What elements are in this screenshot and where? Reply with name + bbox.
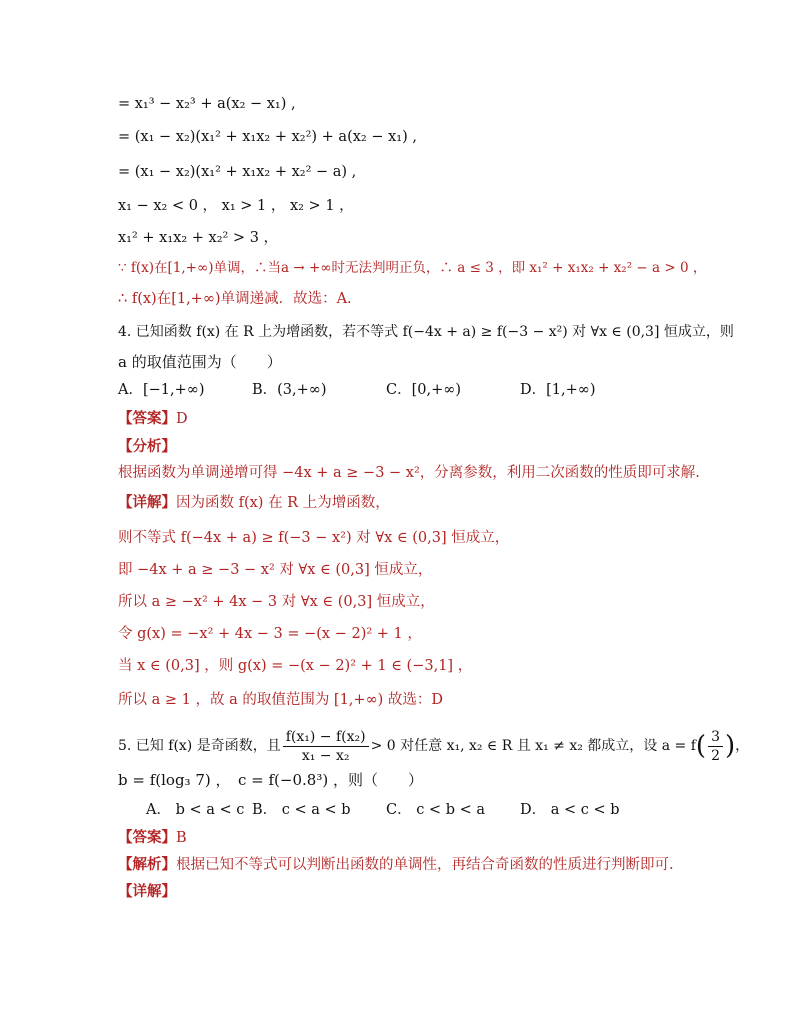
detail-text: 因为函数 f(x) 在 R 上为增函数， (176, 495, 390, 511)
option-a: A． b < a < c (146, 802, 245, 818)
solution-line: x₁ − x₂ < 0 ， x₁ > 1 ， x₂ > 1 ， (118, 198, 354, 214)
detail-line: 即 −4x + a ≥ −3 − x² 对 ∀x ∈ (0,3] 恒成立， (118, 562, 433, 578)
answer-value: B (176, 830, 187, 846)
q5-stem-end: ， (735, 738, 750, 754)
detail-line: 令 g(x) = −x² + 4x − 3 = −(x − 2)² + 1 ， (118, 626, 422, 642)
option-d: D．[1,+∞) (520, 382, 596, 398)
solution-line: ∵ f(x)在[1,+∞)单调，∴当a → +∞时无法判明正负，∴ a ≤ 3 ，即 x₁² + x₁x₂ + x₂² − a > 0 ， (118, 260, 707, 276)
detail-line: 所以 a ≥ 1 ，故 a 的取值范围为 [1,+∞) 故选：D (118, 692, 444, 708)
analysis-text: 根据已知不等式可以判断出函数的单调性，再结合奇函数的性质进行判断即可. (176, 857, 674, 873)
answer-tag: 【答案】 (118, 410, 176, 427)
q5-stem-mid: > 0 对任意 x₁, x₂ ∈ R 且 x₁ ≠ x₂ 都成立，设 a = f (370, 738, 696, 754)
q5-a-fraction (708, 728, 723, 765)
analysis-tag: 【分析】 (118, 438, 176, 455)
analysis-tag: 【解析】 (118, 856, 176, 873)
detail-tag-line (118, 882, 176, 902)
solution-line: = (x₁ − x₂)(x₁² + x₁x₂ + x₂² − a) , (118, 164, 357, 180)
solution-line: = (x₁ − x₂)(x₁² + x₁x₂ + x₂²) + a(x₂ − x₁) , (118, 129, 417, 145)
option-c: C． c < b < a (386, 802, 485, 818)
question-4-stem: 4. 已知函数 f(x) 在 R 上为增函数，若不等式 f(−4x + a) ≥ f(−3 − x²) 对 ∀x ∈ (0,3] 恒成立，则 (118, 324, 734, 340)
option-d: D． a < c < b (520, 802, 620, 818)
q5-fraction-num: f(x₁) − f(x₂) (283, 728, 369, 747)
question-4-stem-cont: a 的取值范围为（ ） (118, 353, 282, 371)
q5-fraction (283, 728, 369, 765)
detail-tag: 【详解】 (118, 494, 176, 511)
analysis-line (118, 855, 674, 875)
option-b: B． c < a < b (252, 802, 351, 818)
question-5-stem-cont: b = f(log₃ 7) ， c = f(−0.8³) ，则（ ） (118, 771, 423, 789)
detail-tag: 【详解】 (118, 883, 176, 900)
question-5-stem (118, 726, 749, 766)
paren-open: ( (695, 731, 707, 761)
answer-line (118, 409, 188, 429)
answer-line (118, 828, 187, 848)
q5-stem-pre: 5. 已知 f(x) 是奇函数，且 (118, 738, 281, 754)
paren-close: ) (724, 731, 736, 761)
option-a: A．[−1,+∞) (118, 382, 205, 398)
detail-line: 所以 a ≥ −x² + 4x − 3 对 ∀x ∈ (0,3] 恒成立， (118, 594, 435, 610)
answer-tag: 【答案】 (118, 829, 176, 846)
detail-line: 当 x ∈ (0,3] ，则 g(x) = −(x − 2)² + 1 ∈ (−3,1] ， (118, 658, 473, 674)
q5-a-den: 2 (711, 747, 720, 764)
q5-fraction-den: x₁ − x₂ (301, 747, 350, 764)
detail-line: 则不等式 f(−4x + a) ≥ f(−3 − x²) 对 ∀x ∈ (0,3] 恒成立， (118, 530, 510, 546)
detail-line (118, 493, 390, 513)
solution-line: x₁² + x₁x₂ + x₂² > 3 ， (118, 230, 279, 246)
analysis-text: 根据函数为单调递增可得 −4x + a ≥ −3 − x²，分离参数，利用二次函数的性质即可求解. (118, 465, 700, 481)
solution-line: = x₁³ − x₂³ + a(x₂ − x₁) , (118, 96, 296, 112)
solution-line: ∴ f(x)在[1,+∞)单调递减．故选：A. (118, 291, 352, 307)
analysis-tag-line (118, 437, 176, 457)
answer-value: D (176, 411, 188, 427)
q5-a-num: 3 (708, 728, 723, 747)
option-c: C．[0,+∞) (386, 382, 461, 398)
option-b: B．(3,+∞) (252, 382, 327, 398)
